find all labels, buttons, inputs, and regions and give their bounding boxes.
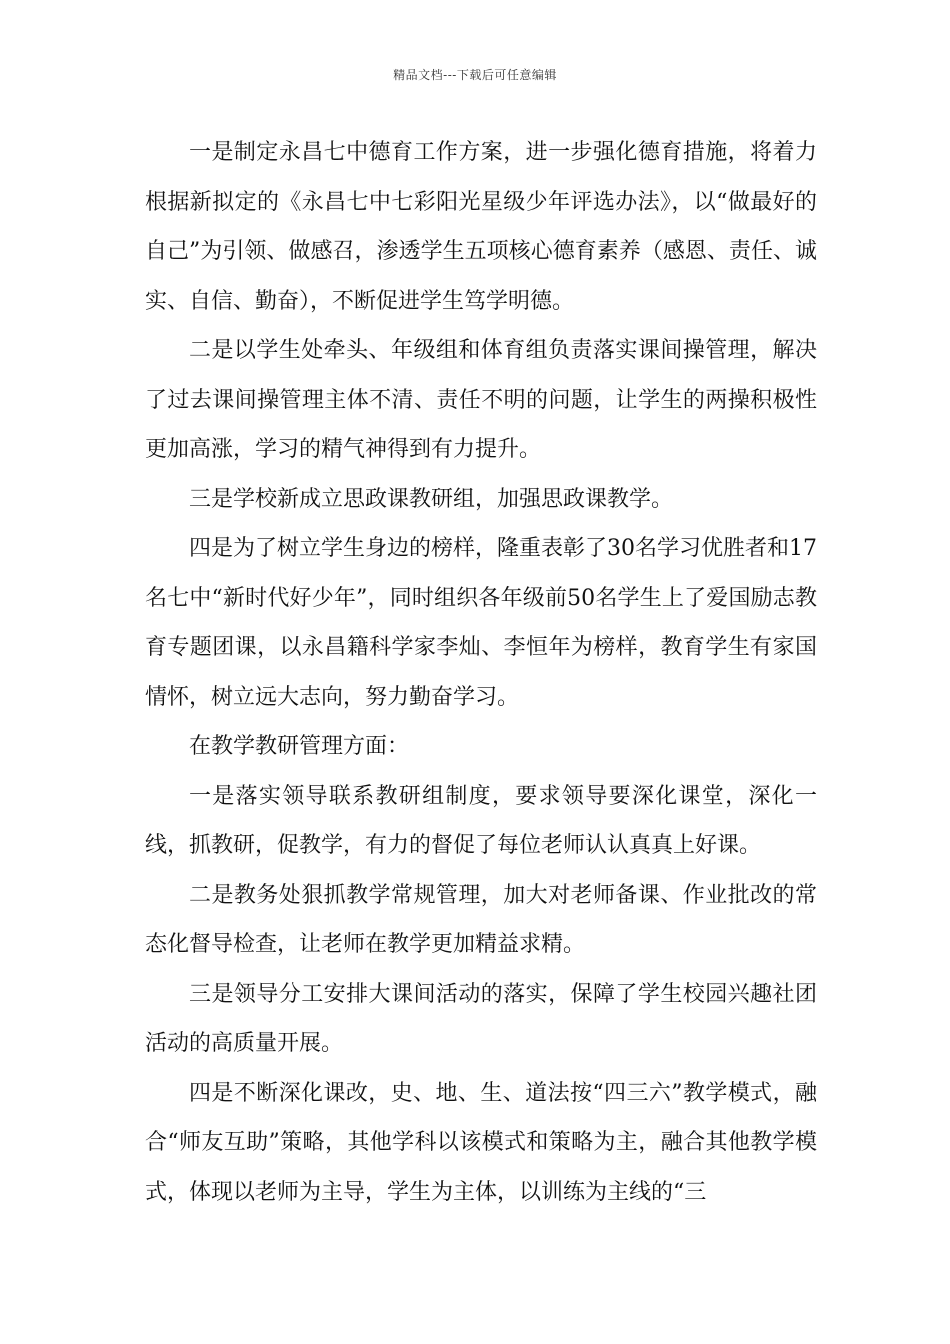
paragraph: 二是教务处狠抓教学常规管理，加大对老师备课、作业批改的常态化督导检查，让老师在教学更加精益求精。 [145,882,817,957]
paragraph: 三是学校新成立思政课教研组，加强思政课教学。 [189,486,674,512]
paragraph: 二是以学生处牵头、年级组和体育组负责落实课间操管理，解决了过去课间操管理主体不清、责任不明的问题，让学生的两操积极性更加高涨，学习的精气神得到有力提升。 [145,338,817,462]
page-header: 精品文档---下载后可任意编辑 [393,68,557,82]
paragraph: 四是不断深化课改，史、地、生、道法按“四三六”教学模式，融合“师友互助”策略，其他学科以该模式和策略为主，融合其他教学模式，体现以老师为主导，学生为主体，以训练为主线的“三 [145,1080,817,1205]
paragraph: 四是为了树立学生身边的榜样，隆重表彰了30名学习优胜者和17名七中“新时代好少年”，同时组织各年级前50名学生上了爱国励志教育专题团课，以永昌籍科学家李灿、李恒年为榜样，教育学生有家国情怀，树立远大志向，努力勤奋学习。 [145,536,817,710]
paragraph: 一是制定永昌七中德育工作方案，进一步强化德育措施，将着力根据新拟定的《永昌七中七彩阳光星级少年评选办法》，以“做最好的自己”为引领、做感召，渗透学生五项核心德育素养（感恩、责任、诚实、自信、勤奋），不断促进学生笃学明德。 [145,140,817,314]
document-body [145,128,817,1217]
section-heading: 在教学教研管理方面： [189,734,410,759]
paragraph: 一是落实领导联系教研组制度，要求领导要深化课堂，深化一线，抓教研，促教学，有力的督促了每位老师认认真真上好课。 [145,783,817,858]
paragraph: 三是领导分工安排大课间活动的落实，保障了学生校园兴趣社团活动的高质量开展。 [145,981,817,1056]
